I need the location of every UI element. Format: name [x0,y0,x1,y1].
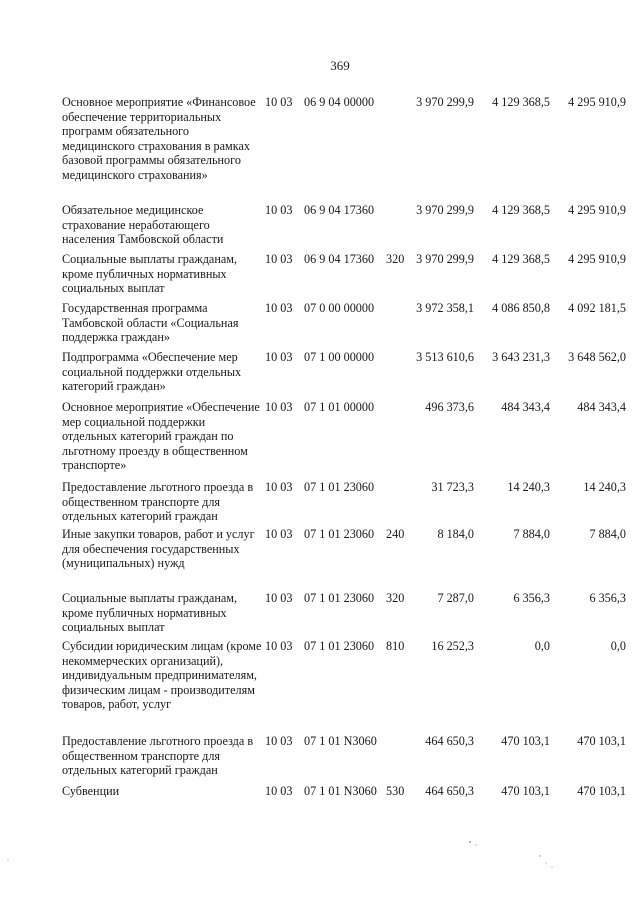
row-value-1: 3 970 299,9 [416,252,474,266]
row-target: 07 1 01 N3060 [304,734,377,748]
row-value-3: 4 092 181,5 [568,301,626,315]
row-value-3: 484 343,4 [577,400,626,414]
row-value-2: 3 643 231,3 [492,350,550,364]
row-value-2: 14 240,3 [507,480,550,494]
row-value-1: 3 970 299,9 [416,203,474,217]
row-target: 07 1 00 00000 [304,350,375,364]
row-target: 07 1 01 23060 [304,527,375,541]
row-name: Социальные выплаты гражданам, кроме публичных нормативных социальных выплат [62,252,238,296]
row-value-1: 3 513 610,6 [416,350,474,364]
scan-speck [475,844,476,845]
scan-speck [469,841,471,843]
row-value-3: 0,0 [610,639,626,653]
row-value-1: 3 970 299,9 [416,95,474,109]
row-value-1: 464 650,3 [425,784,474,798]
row-value-1: 3 972 358,1 [416,301,474,315]
row-target: 06 9 04 17360 [304,252,375,266]
row-value-2: 4 086 850,8 [492,301,550,315]
row-name: Основное мероприятие «Обеспечение мер социальной поддержки отдельных категорий граждан по льготному проезду в общественном транспорте» [62,400,260,473]
row-name: Иные закупки товаров, работ и услуг для обеспечения государственных (муниципальных) нужд [62,527,255,571]
row-value-1: 16 252,3 [431,639,474,653]
row-target: 07 0 00 00000 [304,301,375,315]
row-target: 07 1 01 23060 [304,591,375,605]
row-target: 07 1 01 00000 [304,400,375,414]
row-name: Обязательное медицинское страхование неработающего населения Тамбовской области [62,203,224,247]
row-value-3: 4 295 910,9 [568,95,626,109]
scan-speck [539,855,540,856]
row-expense: 320 [386,252,405,266]
row-section: 10 03 [265,252,293,266]
row-value-1: 464 650,3 [425,734,474,748]
row-expense: 530 [386,784,405,798]
page-number: 369 [330,58,350,73]
row-name: Государственная программа Тамбовской области «Социальная поддержка граждан» [62,301,239,345]
row-value-3: 470 103,1 [577,734,626,748]
row-value-3: 3 648 562,0 [568,350,626,364]
row-name: Основное мероприятие «Финансовое обеспечение территориальных программ обязательного медицинского страхования в рамках базовой программы обязательного медицинского страхования» [62,95,256,182]
scan-speck [545,862,546,863]
row-expense: 240 [386,527,405,541]
row-section: 10 03 [265,350,293,364]
row-name: Субвенции [62,784,120,798]
row-value-1: 7 287,0 [437,591,474,605]
row-target: 06 9 04 17360 [304,203,375,217]
row-value-2: 4 129 368,5 [492,95,550,109]
row-value-3: 4 295 910,9 [568,203,626,217]
row-target: 07 1 01 N3060 [304,784,377,798]
row-name: Предоставление льготного проезда в общественном транспорте для отдельных категорий граждан [62,480,254,524]
row-value-2: 0,0 [534,639,550,653]
row-section: 10 03 [265,400,293,414]
row-name: Субсидии юридическим лицам (кроме некоммерческих организаций), индивидуальным предпринимателям, физическим лицам - производителям товаров, работ, услуг [62,639,262,712]
row-value-1: 8 184,0 [437,527,474,541]
row-value-2: 4 129 368,5 [492,203,550,217]
row-value-2: 470 103,1 [501,734,550,748]
row-value-2: 4 129 368,5 [492,252,550,266]
row-section: 10 03 [265,734,293,748]
row-value-2: 470 103,1 [501,784,550,798]
row-expense: 810 [386,639,405,653]
row-value-3: 4 295 910,9 [568,252,626,266]
row-value-3: 470 103,1 [577,784,626,798]
row-name: Предоставление льготного проезда в общественном транспорте для отдельных категорий граждан [62,734,254,778]
row-value-3: 14 240,3 [583,480,626,494]
row-section: 10 03 [265,301,293,315]
row-value-3: 7 884,0 [589,527,626,541]
row-value-2: 7 884,0 [513,527,550,541]
row-section: 10 03 [265,95,293,109]
row-value-3: 6 356,3 [589,591,626,605]
row-section: 10 03 [265,203,293,217]
row-value-2: 484 343,4 [501,400,550,414]
scan-speck [7,859,8,860]
row-value-1: 496 373,6 [425,400,474,414]
row-target: 07 1 01 23060 [304,639,375,653]
row-section: 10 03 [265,480,293,494]
row-section: 10 03 [265,527,293,541]
row-value-1: 31 723,3 [431,480,474,494]
row-name: Подпрограмма «Обеспечение мер социальной поддержки отдельных категорий граждан» [62,350,242,394]
row-section: 10 03 [265,784,293,798]
row-value-2: 6 356,3 [513,591,550,605]
row-section: 10 03 [265,591,293,605]
row-target: 07 1 01 23060 [304,480,375,494]
row-expense: 320 [386,591,405,605]
scan-speck [551,866,552,867]
row-target: 06 9 04 00000 [304,95,375,109]
row-section: 10 03 [265,639,293,653]
row-name: Социальные выплаты гражданам, кроме публичных нормативных социальных выплат [62,591,238,635]
